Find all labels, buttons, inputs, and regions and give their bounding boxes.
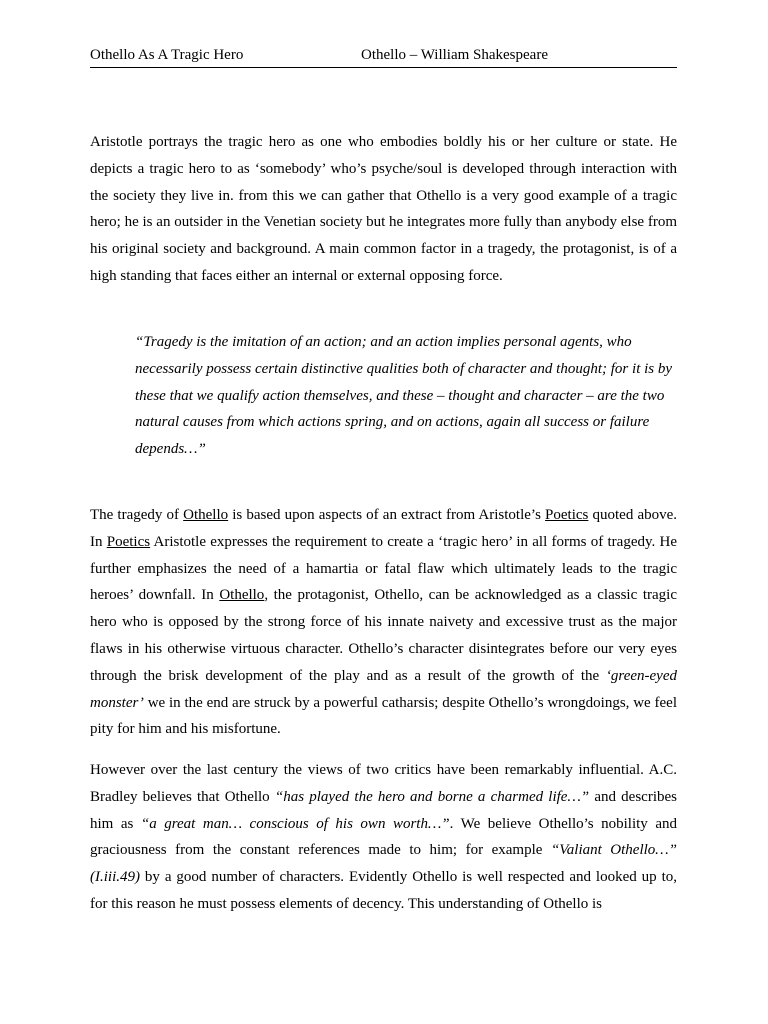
text-run: by a good number of characters. Evidently Othello is well respected and looked up to, for this reason he must possess elements of decency. This understanding of Othello is — [90, 869, 677, 912]
text-run: . We believe Othello’s nobility and graciousness from the constant references made to him; for example — [90, 815, 677, 859]
text-run: is based upon aspects of an extract from Aristotle’s — [228, 507, 546, 523]
text-run: , the protagonist, Othello, can be acknowledged as a classic tragic hero who is opposed by the strong force of his innate naivety and excessive trust as the major flaws in his otherwise virtuous character. Othello’s character disintegrates before our very eyes through the brisk development of the play and as a result of the growth of the — [90, 587, 677, 684]
text-run: quoted above. In — [90, 507, 678, 550]
quote-valiant-othello: “Valiant Othello…” (I.iii.49) — [90, 842, 677, 886]
text-run: However over the last century the views of two critics have been remarkably influential. A.C. Bradley believes that Othello — [90, 762, 677, 805]
title-poetics: Poetics — [545, 507, 589, 523]
header-title-left: Othello As A Tragic Hero — [90, 47, 244, 63]
text-run: The tragedy of — [90, 507, 184, 523]
paragraph-critics — [90, 757, 677, 918]
text-run: and describes him as — [90, 788, 677, 832]
header-title-right: Othello – William Shakespeare — [361, 47, 548, 63]
paragraph-aristotle-intro: Aristotle portrays the tragic hero as one who embodies boldly his or her culture or state. He depicts a tragic hero to as ‘somebody’ who’s psyche/soul is developed through interaction with the society they live in. from this we can gather that Othello is a very good example of a tragic hero; he is an outsider in the Venetian society but he integrates more fully than anybody else from his original society and background. A main common factor in a tragedy, the protagonist, is of a high standing that faces either an internal or external opposing force. — [90, 134, 677, 284]
page-header — [90, 45, 677, 68]
title-othello: Othello — [219, 587, 265, 604]
text-run: we in the end are struck by a powerful catharsis; despite Othello’s wrongdoings, we feel pity for him and his misfortune. — [90, 694, 677, 738]
block-quote-poetics: “Tragedy is the imitation of an action; and an action implies personal agents, who necessarily possess certain distinctive qualities both of character and thought; for it is by these that we qualify action themselves, and these – thought and character – are the two natural causes from which actions spring, and on actions, again all success or failure depends…” — [135, 334, 673, 458]
quote-great-man: “a great man… conscious of his own worth…” — [140, 815, 450, 832]
text-run: Aristotle expresses the requirement to create a ‘tragic hero’ in all forms of tragedy. He further emphasizes the need of a hamartia or fatal flaw which ultimately leads to the tragic heroes’ downfall. In — [90, 533, 677, 604]
quote-charmed-life: “has played the hero and borne a charmed life…” — [274, 788, 590, 805]
quote-green-eyed-monster: ‘green-eyed monster’ — [90, 667, 677, 711]
title-poetics: Poetics — [106, 533, 151, 550]
title-othello: Othello — [183, 507, 229, 523]
paragraph-tragedy-of-othello — [90, 502, 677, 743]
